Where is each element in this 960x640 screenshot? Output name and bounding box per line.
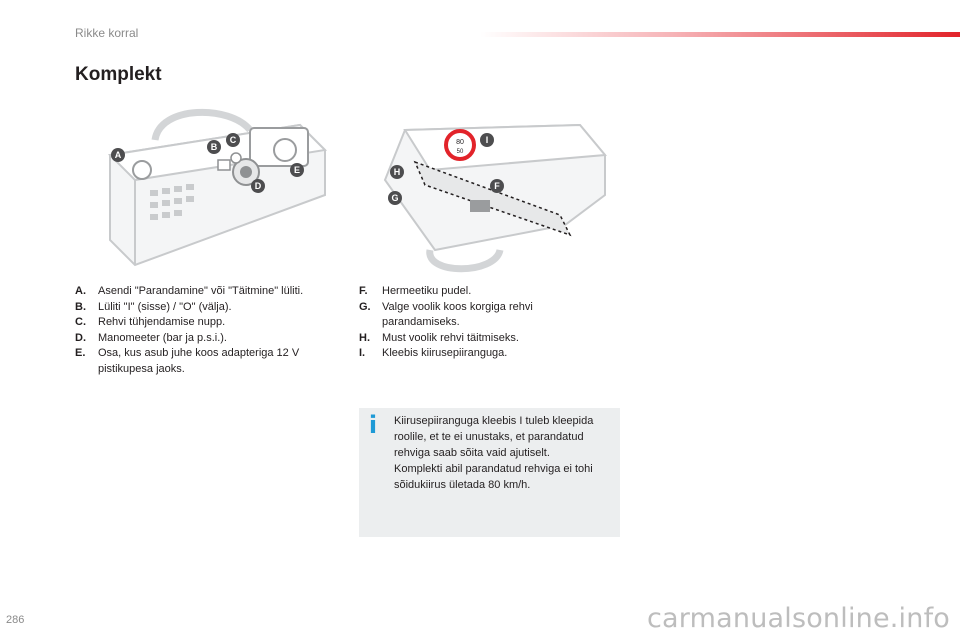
legend-letter: F. [359,285,368,297]
legend-letter: D. [75,331,86,344]
page-title: Komplekt [75,64,162,85]
callout-b [207,140,221,154]
speed-limit-sticker [446,131,474,159]
svg-text:E: E [293,165,301,175]
watermark: carmanualsonline.info [647,603,950,634]
legend-text: Manomeeter (bar ja p.s.i.). [98,331,227,344]
svg-text:80: 80 [456,139,464,146]
callout-f [490,179,504,193]
legend-text: Kleebis kiirusepiiranguga. [382,347,508,359]
svg-text:F: F [494,181,500,191]
legend-letter: I. [359,347,366,359]
header-accent-bar [480,32,960,37]
compressor-kit-illustration [100,100,335,275]
svg-text:B: B [210,142,218,152]
legend-letter: A. [75,285,86,297]
legend-letter: G. [359,300,371,313]
legend-text: Osa, kus asub juhe koos adapteriga 12 V pistikupesa jaoks. [98,347,300,375]
legend-text: Asendi "Parandamine" või "Täitmine" lüliti. [98,285,304,297]
svg-text:C: C [229,135,237,145]
legend-letter: C. [75,316,86,328]
callout-d [251,179,265,193]
info-box [359,408,620,537]
sealant-kit-illustration [375,100,615,275]
legend-text: Must voolik rehvi täitmiseks. [382,331,519,344]
callout-i [480,133,494,147]
svg-text:I: I [485,135,489,145]
legend-item-b [75,300,340,316]
svg-text:50: 50 [456,149,464,155]
legend-text: Rehvi tühjendamise nupp. [98,316,226,328]
legend-item-a [75,284,340,300]
page-number: 286 [6,614,25,626]
info-paragraph-1: Kiirusepiiranguga kleebis I tuleb kleepida roolile, et te ei unustaks, et parandatud rehviga saab sõita vaid ajutiselt. [394,415,594,459]
legend-item-d [75,331,340,347]
legend-right [359,284,599,362]
info-icon: i [368,411,378,439]
svg-text:D: D [254,181,262,191]
callout-e [290,163,304,177]
legend-item-i [359,346,599,362]
callout-c [226,133,240,147]
legend-letter: B. [75,300,86,313]
callout-g [388,191,402,205]
info-paragraph-2: Komplekti abil parandatud rehviga ei tohi sõidukiirus ületada 80 km/h. [394,463,593,491]
svg-text:A: A [114,150,122,160]
legend-item-c [75,315,340,331]
legend-text: Hermeetiku pudel. [382,285,472,297]
legend-item-f [359,284,599,300]
legend-text: Valge voolik koos korgiga rehvi parandamiseks. [382,300,533,328]
legend-item-h [359,331,599,347]
legend-item-g [359,300,599,331]
legend-text: Lüliti "I" (sisse) / "O" (välja). [98,300,232,313]
section-header: Rikke korral [75,26,139,40]
info-text [394,413,609,493]
callout-a [111,148,125,162]
legend-left [75,284,340,377]
legend-letter: E. [75,347,86,359]
legend-item-e [75,346,340,377]
svg-text:H: H [393,167,401,177]
callout-h [390,165,404,179]
legend-letter: H. [359,331,370,344]
svg-text:G: G [391,193,399,203]
